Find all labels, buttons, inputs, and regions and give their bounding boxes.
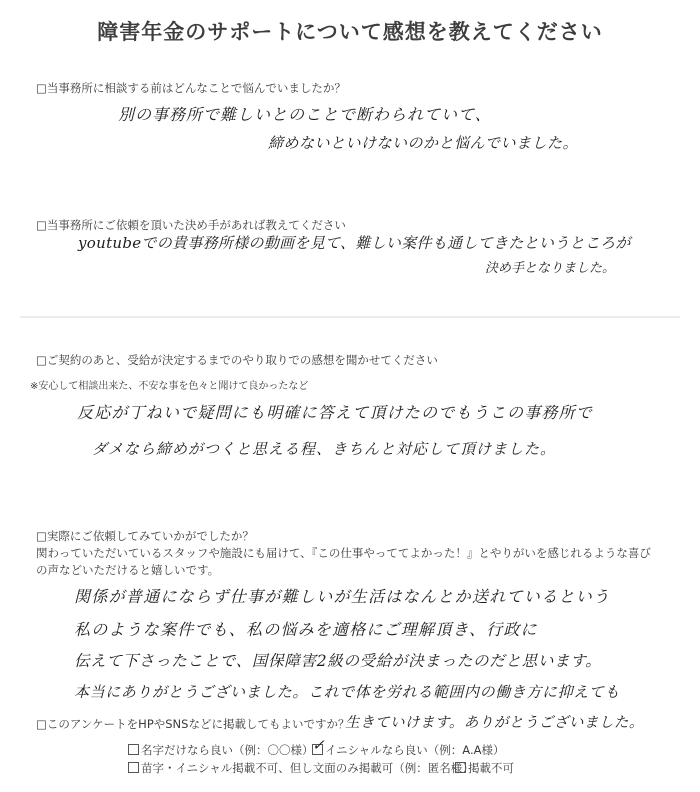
- checkbox-surname[interactable]: [128, 744, 139, 755]
- answer-1-line-1: 別の事務所で難しいとのことで断わられていて、: [118, 105, 492, 124]
- consent-option-initial-label: イニシャルなら良い（例：A.A様）: [325, 743, 505, 757]
- answer-4-line-5: 生きていけます。ありがとうございました。: [345, 715, 644, 731]
- question-4-line-2: 関わっていただいているスタッフや施設にも届けて、『この仕事やっててよかった！』とやりがいを感じれるような喜び: [36, 546, 651, 560]
- consent-option-surname-label: 名字だけなら良い（例：〇〇様）: [141, 743, 314, 757]
- page-title: 障害年金のサポートについて感想を教えてください: [97, 20, 603, 44]
- question-4-line-3: の声などいただけると嬉しいです。: [36, 563, 220, 577]
- consent-option-no-publish[interactable]: [455, 760, 514, 776]
- consent-question: □このアンケートをHPやSNSなどに掲載してもよいですか？: [36, 717, 350, 731]
- answer-4-line-4: 本当にありがとうございました。これで体を労れる範囲内の働き方に抑えても: [74, 683, 621, 701]
- consent-option-text-only[interactable]: [128, 760, 474, 776]
- checkbox-text-only[interactable]: [128, 762, 139, 773]
- consent-option-surname[interactable]: [128, 742, 314, 758]
- question-3-note: ※安心して相談出来た、不安な事を色々と聞けて良かったなど: [30, 381, 309, 392]
- check-mark-icon: ✓: [312, 736, 325, 754]
- question-2: □当事務所にご依頼を頂いた決め手があれば教えてください: [36, 218, 346, 232]
- consent-option-initial[interactable]: [312, 736, 505, 758]
- consent-option-text-only-label: 苗字・イニシャル掲載不可、但し文面のみ掲載可（例：匿名様）: [141, 761, 474, 775]
- question-1: □当事務所に相談する前はどんなことで悩んでいましたか？: [36, 81, 346, 95]
- question-4-line-1: □実際にご依頼してみていかがでしたか？: [36, 529, 254, 543]
- checkbox-no-publish[interactable]: [455, 762, 466, 773]
- question-3: □ご契約のあと、受給が決定するまでのやり取りでの感想を聞かせてください: [36, 353, 438, 367]
- answer-4-line-3: 伝えて下さったことで、国保障害2級の受給が決まったのだと思います。: [74, 652, 602, 670]
- answer-1-line-2: 締めないといけないのかと悩んでいました。: [268, 134, 579, 152]
- answer-2-line-1: youtubeでの貴事務所様の動画を見て、難しい案件も通してきたというところが: [78, 234, 631, 252]
- answer-2-line-2: 決め手となりました。: [485, 261, 616, 276]
- answer-3-line-1: 反応が丁ねいで疑問にも明確に答えて頂けたのでもうこの事務所で: [77, 403, 594, 422]
- scan-line: [20, 316, 680, 318]
- consent-option-no-publish-label: 掲載不可: [468, 761, 514, 775]
- checkbox-initial[interactable]: [312, 736, 325, 755]
- answer-3-line-2: ダメなら締めがつくと思える程、きちんと対応して頂けました。: [92, 440, 557, 458]
- answer-4-line-2: 私のような案件でも、私の悩みを適格にご理解頂き、行政に: [74, 620, 538, 639]
- answer-4-line-1: 関係が普通にならず仕事が難しいが生活はなんとか送れているという: [74, 587, 611, 606]
